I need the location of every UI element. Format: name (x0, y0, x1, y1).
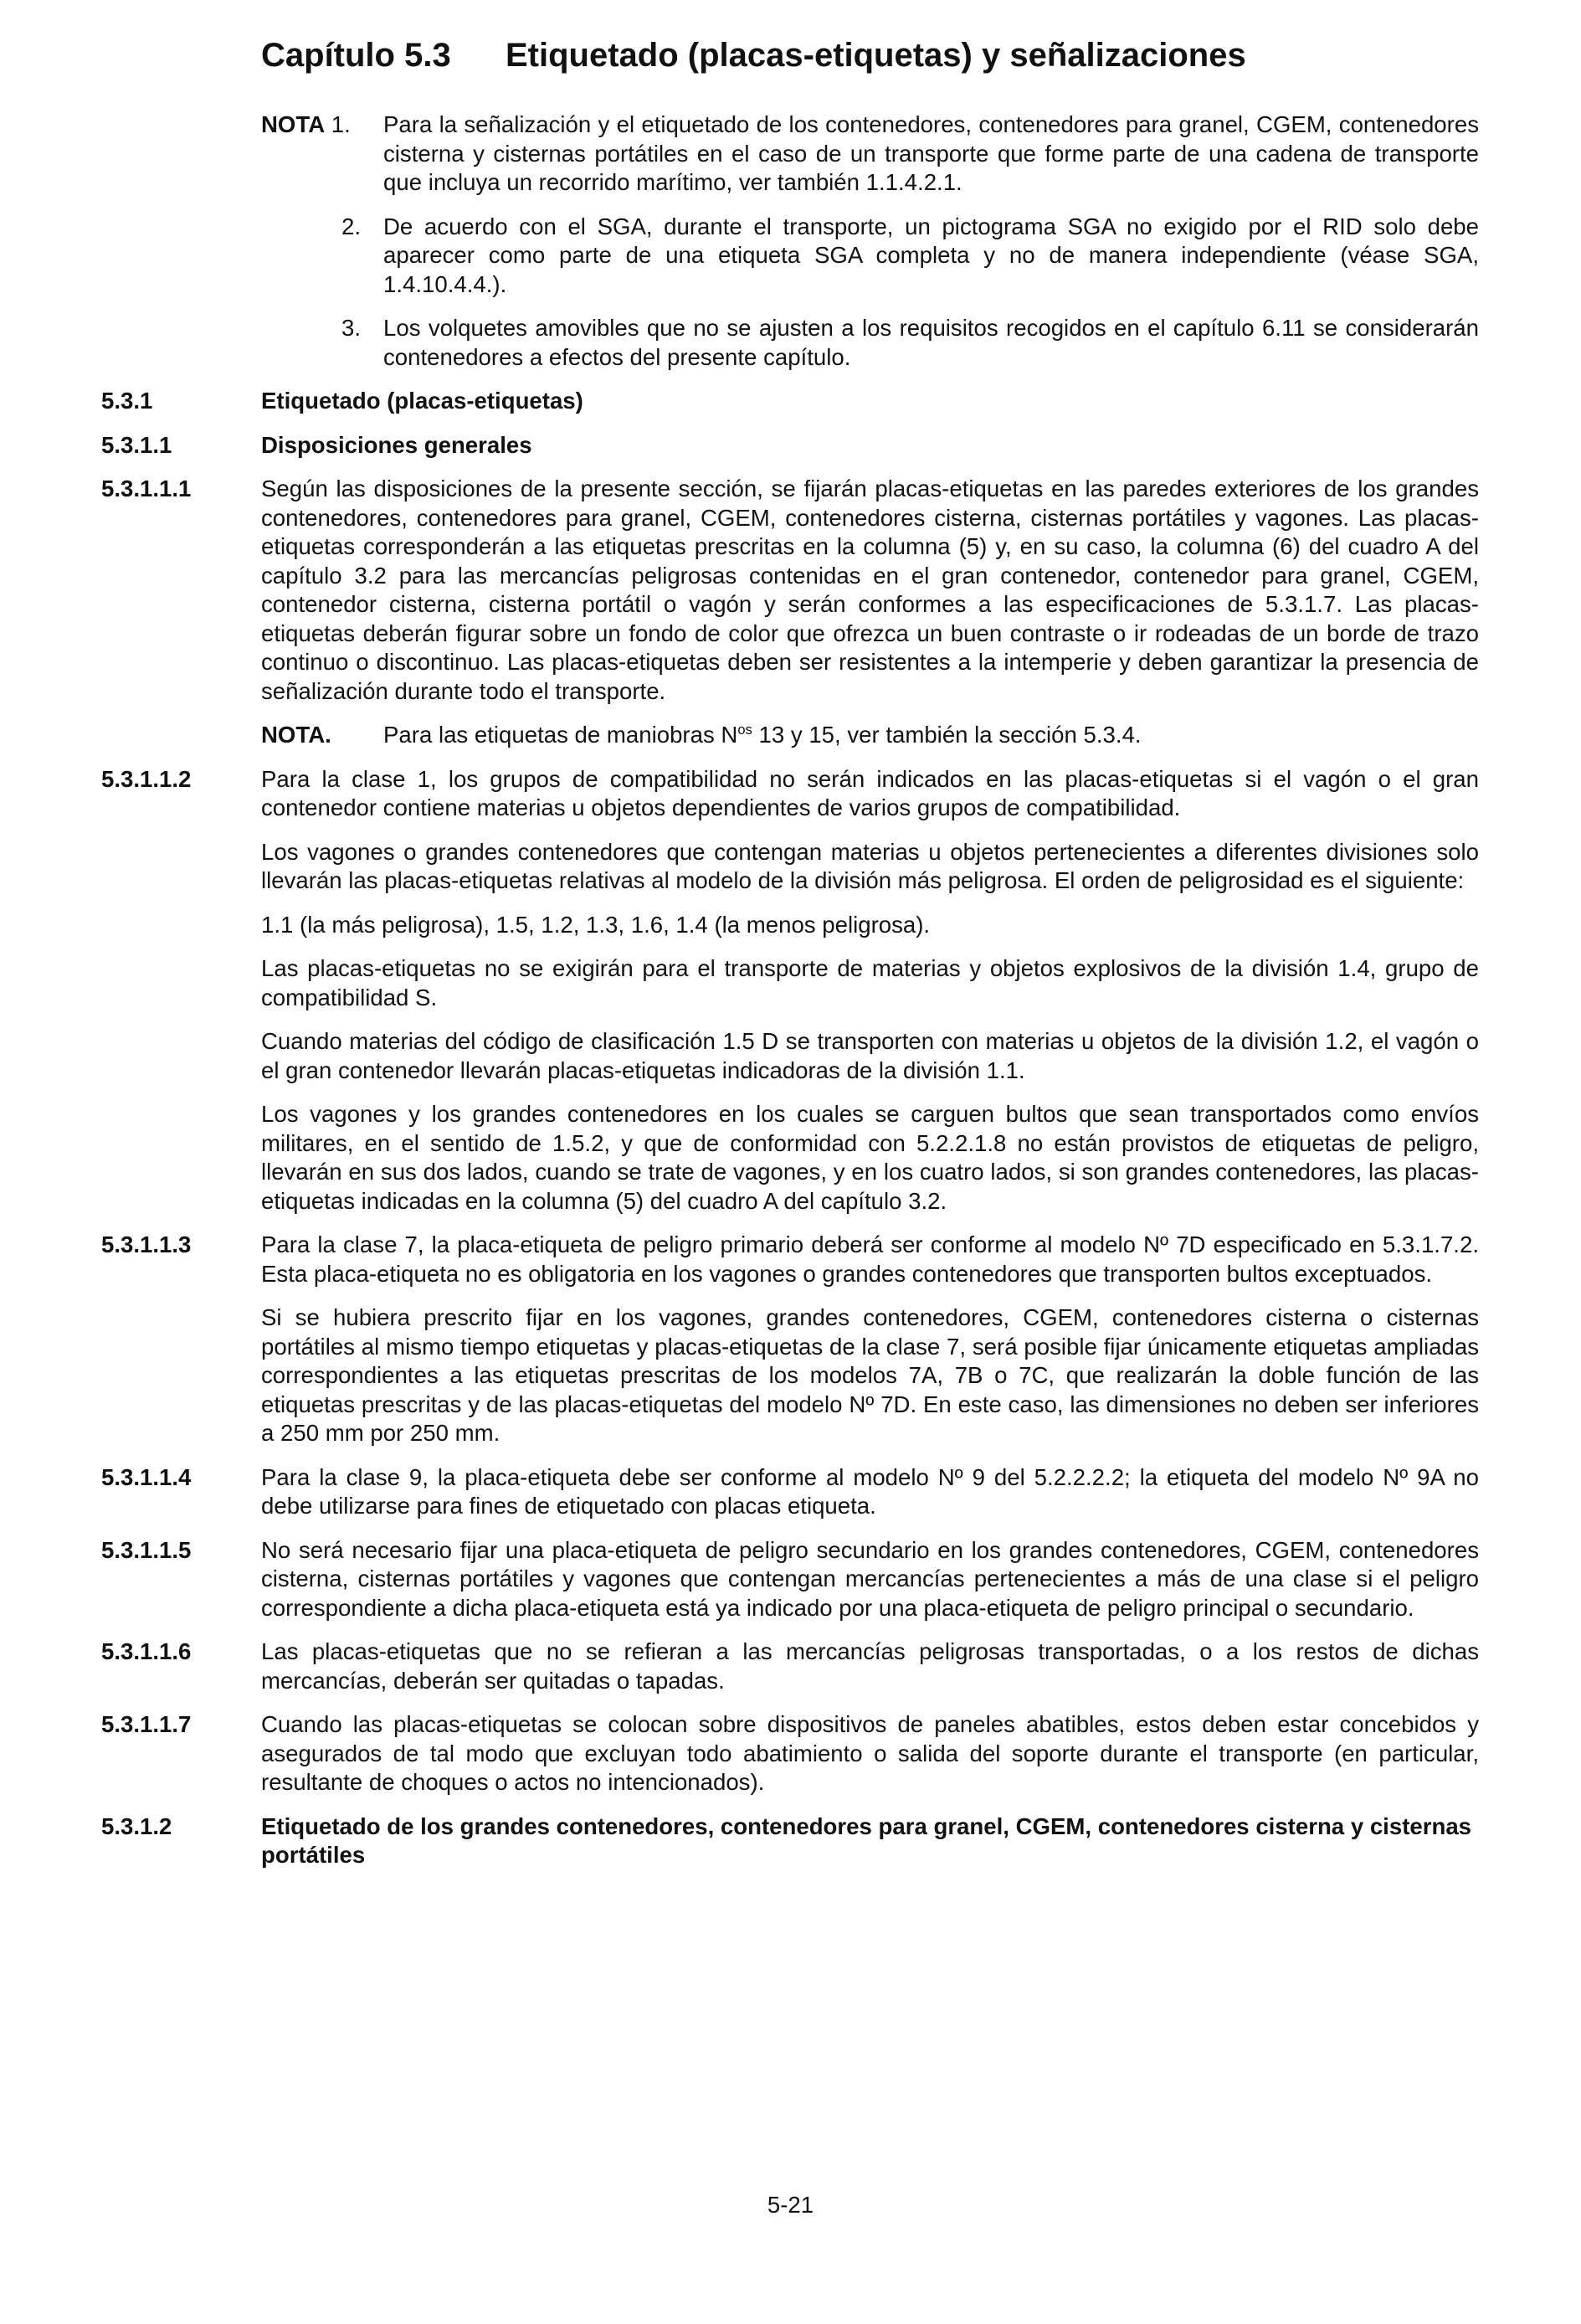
section-5-3-1-2 (0, 1812, 1581, 1870)
chapter-heading: Etiquetado (placas-etiquetas) y señalizaciones (506, 37, 1246, 74)
note-text: Para la señalización y el etiquetado de los contenedores, contenedores para granel, CGEM, contenedores cisterna y cisternas portátiles en el caso de un transporte que forme parte de una cadena de transporte que incluya un recorrido marítimo, ver también 1.1.4.2.1. (383, 111, 1479, 195)
section-heading: Etiquetado (placas-etiquetas) (261, 388, 583, 414)
section-number: 5.3.1.2 (101, 1812, 172, 1839)
note-index: 2. (341, 213, 362, 239)
section-5-3-1-1-5 (0, 1536, 1581, 1623)
note-index: 1. (331, 111, 351, 137)
section-paragraph: Los vagones y los grandes contenedores en los cuales se carguen bultos que sean transportados como envíos militares, en el sentido de 1.5.2, y que de conformidad con 5.2.2.1.8 no están provistos de etiquetas de peligro, llevarán en sus dos lados, cuando se trate de vagones, y en los cuatro lados, si son grandes contenedores, las placas-etiquetas indicadas en la columna (5) del cuadro A del capítulo 3.2. (261, 1101, 1479, 1214)
section-number: 5.3.1.1.2 (101, 765, 192, 792)
section-5-3-1-1-6 (0, 1638, 1581, 1695)
section-paragraph: Para la clase 1, los grupos de compatibilidad no serán indicados en las placas-etiquetas si el vagón o el gran contenedor contiene materias u objetos dependientes de varios grupos de compatibilidad. (261, 765, 1479, 820)
section-number: 5.3.1.1.6 (101, 1638, 192, 1664)
section-paragraph: Si se hubiera prescrito fijar en los vagones, grandes contenedores, CGEM, contenedores cisterna o cisternas portátiles al mismo tiempo etiquetas y placas-etiquetas de la clase 7, será posible fijar únicamente etiquetas ampliadas correspondientes a las etiquetas prescritas de los modelos 7A, 7B o 7C, que realizarán la doble función de las etiquetas prescritas y de las placas-etiquetas del modelo Nº 7D. En este caso, las dimensiones no deben ser inferiores a 250 mm por 250 mm. (261, 1304, 1479, 1446)
section-paragraph: Cuando materias del código de clasificación 1.5 D se transporten con materias u objetos de la división 1.2, el vagón o el gran contenedor llevarán placas-etiquetas indicadoras de la división 1.1. (261, 1028, 1479, 1083)
section-heading: Etiquetado de los grandes contenedores, contenedores para granel, CGEM, contenedores cisterna y cisternas portátiles (261, 1812, 1472, 1868)
section-5-3-1-1-2 (0, 765, 1581, 1216)
note-text: De acuerdo con el SGA, durante el transporte, un pictograma SGA no exigido por el RID solo debe aparecer como parte de una etiqueta SGA completa y no de manera independiente (véase SGA, 1.4.10.4.4.). (383, 213, 1479, 297)
section-5-3-1-1-4 (0, 1463, 1581, 1521)
section-number: 5.3.1.1.4 (101, 1463, 192, 1490)
section-paragraph: Para la clase 9, la placa-etiqueta debe ser conforme al modelo Nº 9 del 5.2.2.2.2; la etiqueta del modelo Nº 9A no debe utilizarse para fines de etiquetado con placas etiqueta. (261, 1463, 1479, 1519)
section-5-3-1 (0, 387, 1581, 416)
note-label: NOTA (261, 111, 326, 137)
note-text: Los volquetes amovibles que no se ajusten a los requisitos recogidos en el capítulo 6.11 se considerarán contenedores a efectos del presente capítulo. (383, 315, 1479, 370)
section-paragraph: Los vagones o grandes contenedores que contengan materias u objetos pertenecientes a diferentes divisiones solo llevarán las placas-etiquetas relativas al modelo de la división más peligrosa. El orden de peligrosidad es el siguiente: (261, 838, 1479, 893)
section-number: 5.3.1.1.7 (101, 1711, 192, 1737)
section-heading: Disposiciones generales (261, 431, 532, 458)
section-paragraph: Las placas-etiquetas que no se refieran a las mercancías peligrosas transportadas, o a los restos de dichas mercancías, deberán ser quitadas o tapadas. (261, 1638, 1479, 1694)
page-number: 5-21 (767, 2192, 814, 2218)
section-paragraph: 1.1 (la más peligrosa), 1.5, 1.2, 1.3, 1.6, 1.4 (la menos peligrosa). (261, 911, 931, 938)
note-label: NOTA. (261, 722, 331, 748)
section-paragraph: Las placas-etiquetas no se exigirán para el transporte de materias y objetos explosivos de la división 1.4, grupo de compatibilidad S. (261, 955, 1479, 1010)
section-5-3-1-1-3 (0, 1231, 1581, 1448)
section-paragraph: Cuando las placas-etiquetas se colocan sobre dispositivos de paneles abatibles, estos deben estar concebidos y asegurados de tal modo que excluyan todo abatimiento o salida del soporte durante el transporte (en particular, resultante de choques o actos no intencionados). (261, 1711, 1479, 1795)
section-number: 5.3.1.1.5 (101, 1536, 192, 1563)
top-note-1 (261, 111, 1479, 198)
section-5-3-1-1-7 (0, 1710, 1581, 1797)
section-paragraph: Según las disposiciones de la presente sección, se fijarán placas-etiquetas en las paredes exteriores de los grandes contenedores, contenedores para granel, CGEM, contenedores cisterna, cisternas portátiles y vagones. Las placas-etiquetas corresponderán a las etiquetas prescritas en la columna (5) y, en su caso, la columna (6) del cuadro A del capítulo 3.2 para las mercancías peligrosas contenidas en el gran contenedor, contenedor para granel, CGEM, contenedor cisterna, cisterna portátil o vagón y serán conformes a las especificaciones de 5.3.1.7. Las placas-etiquetas deberán figurar sobre un fondo de color que ofrezca un buen contraste o ir rodeadas de un borde de trazo continuo o discontinuo. Las placas-etiquetas deben ser resistentes a la intemperie y deben garantizar la presencia de señalización durante todo el transporte. (261, 476, 1479, 704)
section-paragraph: Para la clase 7, la placa-etiqueta de peligro primario deberá ser conforme al modelo Nº 7D especificado en 5.3.1.7.2. Esta placa-etiqueta no es obligatoria en los vagones o grandes contenedores que transporten bultos exceptuados. (261, 1231, 1479, 1287)
note-text-end: 13 y 15, ver también la sección 5.3.4. (752, 722, 1142, 748)
top-note-2 (261, 213, 1479, 300)
section-number: 5.3.1.1.1 (101, 476, 192, 501)
section-note (261, 721, 1479, 750)
top-note-3 (261, 314, 1479, 372)
chapter-title (261, 37, 1246, 75)
section-paragraph: No será necesario fijar una placa-etiqueta de peligro secundario en los grandes contenedores, CGEM, contenedores cisterna, cisternas portátiles y vagones que contengan mercancías pertenecientes a más de una clase si el peligro correspondiente a dicha placa-etiqueta está ya indicado por una placa-etiqueta de peligro principal o secundario. (261, 1536, 1479, 1621)
section-number: 5.3.1 (101, 388, 153, 414)
note-text: Para las etiquetas de maniobras N (383, 722, 738, 748)
section-5-3-1-1 (0, 431, 1581, 460)
document-body (0, 111, 1581, 1885)
chapter-number: Capítulo 5.3 (261, 37, 451, 74)
note-index: 3. (341, 315, 362, 341)
section-number: 5.3.1.1 (101, 431, 172, 458)
section-5-3-1-1-1 (0, 475, 1581, 750)
note-superscript: os (737, 721, 752, 738)
section-number: 5.3.1.1.3 (101, 1231, 192, 1257)
